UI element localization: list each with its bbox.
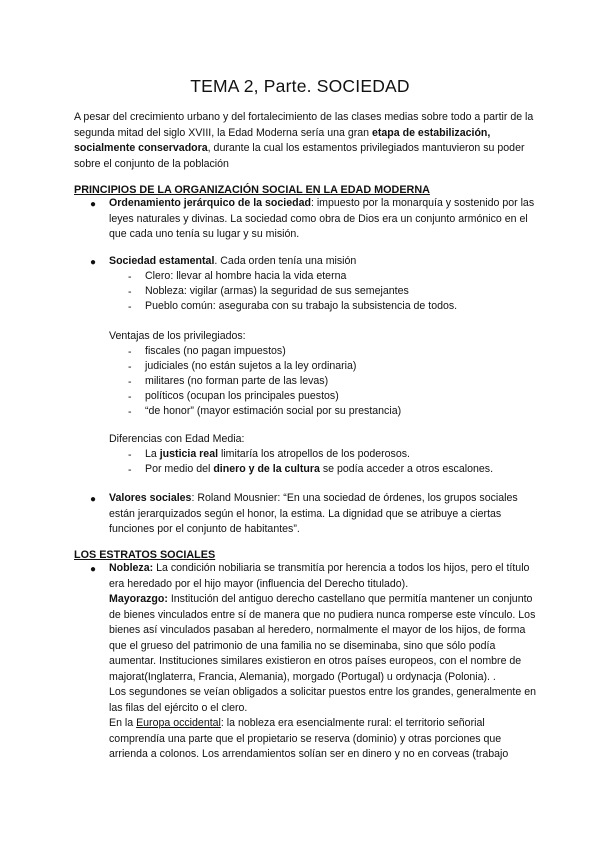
dash-icon: -	[128, 449, 132, 461]
bullet-bold-label: Ordenamiento jerárquico de la sociedad	[109, 197, 311, 209]
list-item: Pueblo común: aseguraba con su trabajo la subsistencia de todos.	[145, 300, 458, 312]
bullet-icon: ●	[90, 564, 97, 575]
bullet-icon: ●	[90, 257, 97, 268]
bullet-sociedad-estamental	[109, 254, 539, 270]
europa-paragraph	[109, 716, 539, 763]
bullet-icon: ●	[90, 199, 97, 210]
diferencias-label: Diferencias con Edad Media:	[109, 433, 245, 445]
section-heading-estratos: LOS ESTRATOS SOCIALES	[74, 549, 216, 561]
dash-icon: -	[128, 271, 132, 283]
europa-occidental-link[interactable]: Europa occidental	[136, 717, 221, 729]
item-bold: dinero y de la cultura	[213, 463, 320, 475]
page-title: TEMA 2, Parte. SOCIEDAD	[190, 76, 410, 96]
bullet-nobleza	[109, 561, 539, 763]
dash-icon: -	[128, 301, 132, 313]
item-bold: justicia real	[159, 448, 219, 460]
intro-bold: etapa de estabilización, socialmente conservadora	[74, 126, 491, 154]
intro-text-2: , durante la cual los estamentos privilegiados mantuvieron su poder sobre el conjunto de la población	[74, 142, 525, 170]
bullet-valores-sociales	[109, 491, 539, 538]
mayorazgo-label: Mayorazgo:	[109, 593, 168, 605]
segundones-paragraph: Los segundones se veían obligados a solicitar puestos entre los grandes, generalmente en las filas del ejército o el clero.	[109, 686, 536, 714]
bullet-text: : Roland Mousnier: “En una sociedad de órdenes, los grupos sociales están jerarquizados según el honor, la estima. La dignidad que se atribuye a ciertas funciones por el conjunto de habitantes”.	[109, 492, 518, 535]
dash-icon: -	[128, 376, 132, 388]
list-item: “de honor” (mayor estimación social por su prestancia)	[145, 405, 402, 417]
europa-text-post: : la nobleza era esencialmente rural: el territorio señorial comprendía una parte que el propietario se reserva (dominio) y otras porciones que arrienda a colonos. Los arrendamientos solían ser en dinero y no en corveas (trabajo	[109, 717, 509, 760]
europa-text-pre: En la	[109, 717, 137, 729]
dash-icon: -	[128, 464, 132, 476]
mayorazgo-text: Institución del antiguo derecho castellano que permitía mantener un conjunto de bienes vinculados entre sí de manera que no pudiera nunca romperse este vínculo. Los bienes así vinculados pasaban al heredero, normalmente el mayor de los hijos, de forma que el grueso del patrimonio de una familia no se diseminaba, sino que sólo podía aumentar. Instituciones similares existieron en otros países europeos, con el nombre de majorat(Inglaterra, Francia, Alemania), morgado (Portugal) u ordynacja (Polonia). .	[109, 593, 536, 683]
nobleza-text: La condición nobiliaria se transmitía por herencia a todos los hijos, pero el título era heredado por el hijo mayor (influencia del Derecho titulado).	[109, 562, 530, 590]
dash-icon: -	[128, 346, 132, 358]
bullet-text: . Cada orden tenía una misión	[214, 255, 357, 267]
nobleza-label: Nobleza:	[109, 562, 154, 574]
dash-icon: -	[128, 406, 132, 418]
list-item	[145, 462, 545, 478]
intro-text-1: A pesar del crecimiento urbano y del fortalecimiento de las clases medias sobre todo a partir de la segunda mitad del siglo XVIII, la Edad Moderna sería una gran	[74, 111, 534, 139]
bullet-bold-label: Sociedad estamental	[109, 255, 215, 267]
ventajas-label: Ventajas de los privilegiados:	[109, 330, 246, 342]
list-item: fiscales (no pagan impuestos)	[145, 345, 286, 357]
list-item: Clero: llevar al hombre hacia la vida eterna	[145, 270, 347, 282]
bullet-icon: ●	[90, 494, 97, 505]
intro-paragraph	[74, 110, 534, 172]
section-heading-principios: PRINCIPIOS DE LA ORGANIZACIÓN SOCIAL EN LA EDAD MODERNA	[74, 184, 430, 196]
dash-icon: -	[128, 391, 132, 403]
list-item: judiciales (no están sujetos a la ley ordinaria)	[145, 360, 357, 372]
list-item: militares (no forman parte de las levas)	[145, 375, 329, 387]
dash-icon: -	[128, 361, 132, 373]
bullet-ordenamiento	[109, 196, 539, 243]
item-text: Por medio del	[145, 463, 214, 475]
dash-icon: -	[128, 286, 132, 298]
bullet-bold-label: Valores sociales	[109, 492, 192, 504]
mayorazgo-paragraph	[109, 592, 539, 685]
item-text: limitaría los atropellos de los poderosos.	[218, 448, 410, 460]
nobleza-paragraph	[109, 561, 539, 592]
item-text: La	[145, 448, 160, 460]
list-item	[145, 447, 545, 463]
list-item: políticos (ocupan los principales puestos)	[145, 390, 339, 402]
bullet-text: : impuesto por la monarquía y sostenido por las leyes naturales y divinas. La sociedad como obra de Dios era un conjunto armónico en el que cada uno tenía su lugar y su misión.	[109, 197, 535, 240]
item-text: se podía acceder a otros escalones.	[319, 463, 494, 475]
list-item: Nobleza: vigilar (armas) la seguridad de sus semejantes	[145, 285, 409, 297]
